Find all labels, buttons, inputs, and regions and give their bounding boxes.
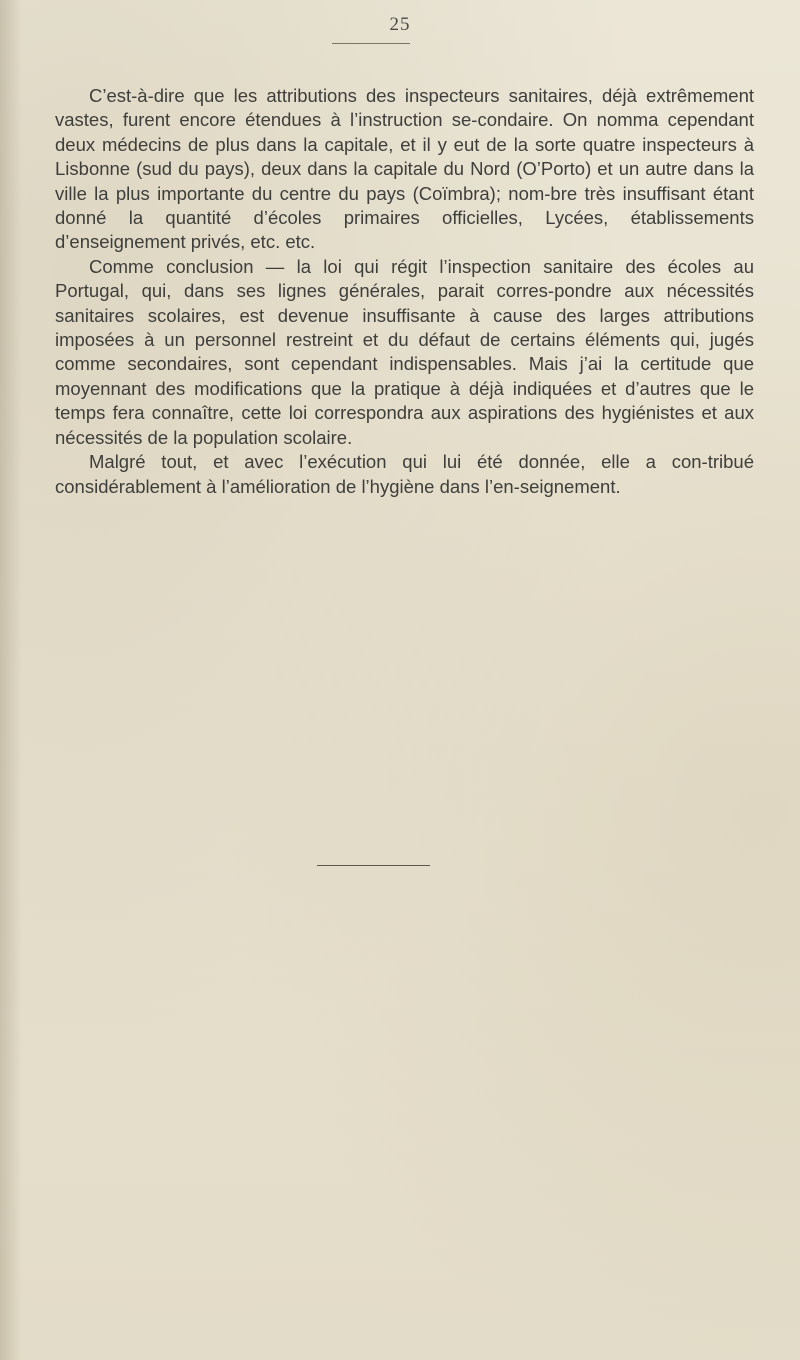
header-rule xyxy=(332,43,410,44)
page-number: 25 xyxy=(389,14,411,35)
paragraph-2: Comme conclusion — la loi qui régit l’inspection sanitaire des écoles au Portugal, qui, dans ses lignes générales, parait corres-pondre aux nécessités sanitaires scolaires, est devenue insuffisante à cause des larges attributions imposées à un personnel restreint et du défaut de certains éléments qui, jugés comme secondaires, sont cependant indispensables. Mais j’ai la certitude que moyennant des modifications que la pratique à déjà indiquées et d’autres que le temps fera connaître, cette loi correspondra aux aspirations des hygiénistes et aux nécessités de la population scolaire. xyxy=(55,255,754,448)
paragraph-1: C’est-à-dire que les attributions des inspecteurs sanitaires, déjà extrêmement vastes, furent encore étendues à l’instruction se-condaire. On nomma cependant deux médecins de plus dans la capitale, et il y eut de la sorte quatre inspecteurs à Lisbonne (sud du pays), deux dans la capitale du Nord (O’Porto) et un autre dans la ville la plus importante du centre du pays (Coïmbra); nom-bre très insuffisant étant donné la quantité d’écoles primaires officielles, Lycées, établissements d’enseignement privés, etc. etc. xyxy=(55,85,754,253)
body-text xyxy=(55,84,754,499)
end-rule xyxy=(317,865,430,866)
paragraph-3: Malgré tout, et avec l’exécution qui lui été donnée, elle a con-tribué considérablement à l’amélioration de l’hygiène dans l’en-seignement. xyxy=(55,451,754,497)
